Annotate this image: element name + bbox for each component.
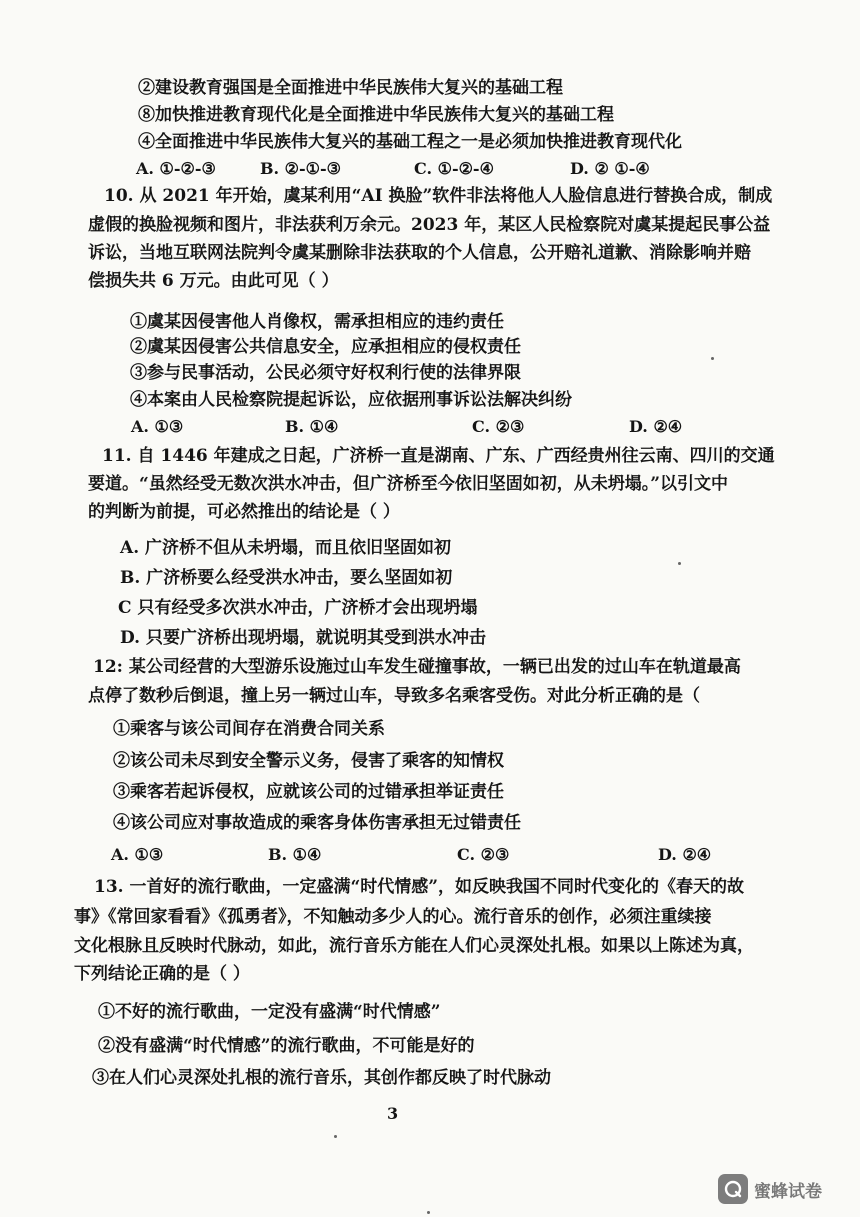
scan-speck (334, 1135, 337, 1138)
q12-option-b: B. ①④ (268, 845, 322, 864)
q13-item-1: ①不好的流行歌曲，一定没有盛满“时代情感” (98, 1002, 441, 1022)
q10-item-1: ①虞某因侵害他人肖像权，需承担相应的违约责任 (130, 312, 504, 332)
q9-option-b: B. ②-①-③ (260, 159, 341, 178)
q11-stem-line-3: 的判断为前提，可必然推出的结论是（ ） (88, 502, 400, 522)
q9-option-c: C. ①-②-④ (414, 159, 494, 178)
q9-option-d: D. ② ①-④ (570, 159, 650, 178)
q10-item-4: ④本案由人民检察院提起诉讼，应依据刑事诉讼法解决纠纷 (130, 390, 572, 410)
q10-option-a: A. ①③ (131, 417, 184, 436)
scan-speck (711, 357, 714, 360)
q12-item-3: ③乘客若起诉侵权，应就该公司的过错承担举证责任 (113, 782, 504, 802)
q12-item-4: ④该公司应对事故造成的乘客身体伤害承担无过错责任 (113, 813, 521, 833)
q10-stem-line-4: 偿损失共 6 万元。由此可见（ ） (88, 271, 339, 291)
q10-stem-line-2: 虚假的换脸视频和图片，非法获利万余元。2023 年，某区人民检察院对虞某提起民事公益 (88, 215, 771, 235)
q11-option-a: A. 广济桥不但从未坍塌，而且依旧坚固如初 (120, 538, 452, 558)
q9-item-2: ②建设教育强国是全面推进中华民族伟大复兴的基础工程 (138, 78, 563, 98)
q9-item-4: ④全面推进中华民族伟大复兴的基础工程之一是必须加快推进教育现代化 (138, 132, 682, 152)
q13-stem-line-4: 下列结论正确的是（ ） (74, 964, 250, 984)
q10-stem-line-1: 10. 从 2021 年开始，虞某利用“AI 换脸”软件非法将他人人脸信息进行替换合成，制成 (104, 186, 773, 206)
q9-item-3: ⑧加快推进教育现代化是全面推进中华民族伟大复兴的基础工程 (138, 105, 614, 125)
q10-item-2: ②虞某因侵害公共信息安全，应承担相应的侵权责任 (130, 337, 521, 357)
q10-option-d: D. ②④ (629, 417, 683, 436)
q11-option-c: C 只有经受多次洪水冲击，广济桥才会出现坍塌 (118, 598, 478, 618)
scan-speck (427, 1211, 430, 1214)
q12-option-c: C. ②③ (457, 845, 510, 864)
q13-stem-line-3: 文化根脉且反映时代脉动，如此，流行音乐方能在人们心灵深处扎根。如果以上陈述为真， (74, 936, 754, 956)
q10-item-3: ③参与民事活动，公民必须守好权利行使的法律界限 (130, 363, 521, 383)
watermark-text: 蜜蜂试卷 (754, 1181, 822, 1202)
watermark (718, 1172, 846, 1206)
q11-option-d: D. 只要广济桥出现坍塌，就说明其受到洪水冲击 (120, 628, 486, 648)
q12-option-a: A. ①③ (111, 845, 164, 864)
page-number: 3 (387, 1104, 399, 1123)
q12-item-2: ②该公司未尽到安全警示义务，侵害了乘客的知情权 (113, 751, 504, 771)
bee-logo-icon (718, 1174, 748, 1204)
q10-option-c: C. ②③ (472, 417, 525, 436)
q11-stem-line-1: 11. 自 1446 年建成之日起，广济桥一直是湖南、广东、广西经贵州往云南、四川的交通 (102, 446, 775, 466)
q12-stem-line-1: 12: 某公司经营的大型游乐设施过山车发生碰撞事故，一辆已出发的过山车在轨道最高 (93, 657, 741, 677)
q13-item-2: ②没有盛满“时代情感”的流行歌曲，不可能是好的 (98, 1036, 475, 1056)
q13-item-3: ③在人们心灵深处扎根的流行音乐，其创作都反映了时代脉动 (92, 1068, 551, 1088)
q11-stem-line-2: 要道。“虽然经受无数次洪水冲击，但广济桥至今依旧坚固如初，从未坍塌。”以引文中 (88, 474, 729, 494)
q12-item-1: ①乘客与该公司间存在消费合同关系 (113, 719, 385, 739)
q10-option-b: B. ①④ (285, 417, 339, 436)
q13-stem-line-2: 事》《常回家看看》《孤勇者》，不知触动多少人的心。流行音乐的创作，必须注重续接 (74, 907, 712, 927)
q12-stem-line-2: 点停了数秒后倒退，撞上另一辆过山车，导致多名乘客受伤。对此分析正确的是（ (88, 686, 700, 706)
q9-option-a: A. ①-②-③ (136, 159, 216, 178)
scan-speck (678, 562, 681, 565)
q12-option-d: D. ②④ (658, 845, 712, 864)
q13-stem-line-1: 13. 一首好的流行歌曲，一定盛满“时代情感”，如反映我国不同时代变化的《春天的故 (94, 877, 745, 897)
q11-option-b: B. 广济桥要么经受洪水冲击，要么坚固如初 (120, 568, 453, 588)
q10-stem-line-3: 诉讼，当地互联网法院判令虞某删除非法获取的个人信息，公开赔礼道歉、消除影响并赔 (88, 243, 751, 263)
